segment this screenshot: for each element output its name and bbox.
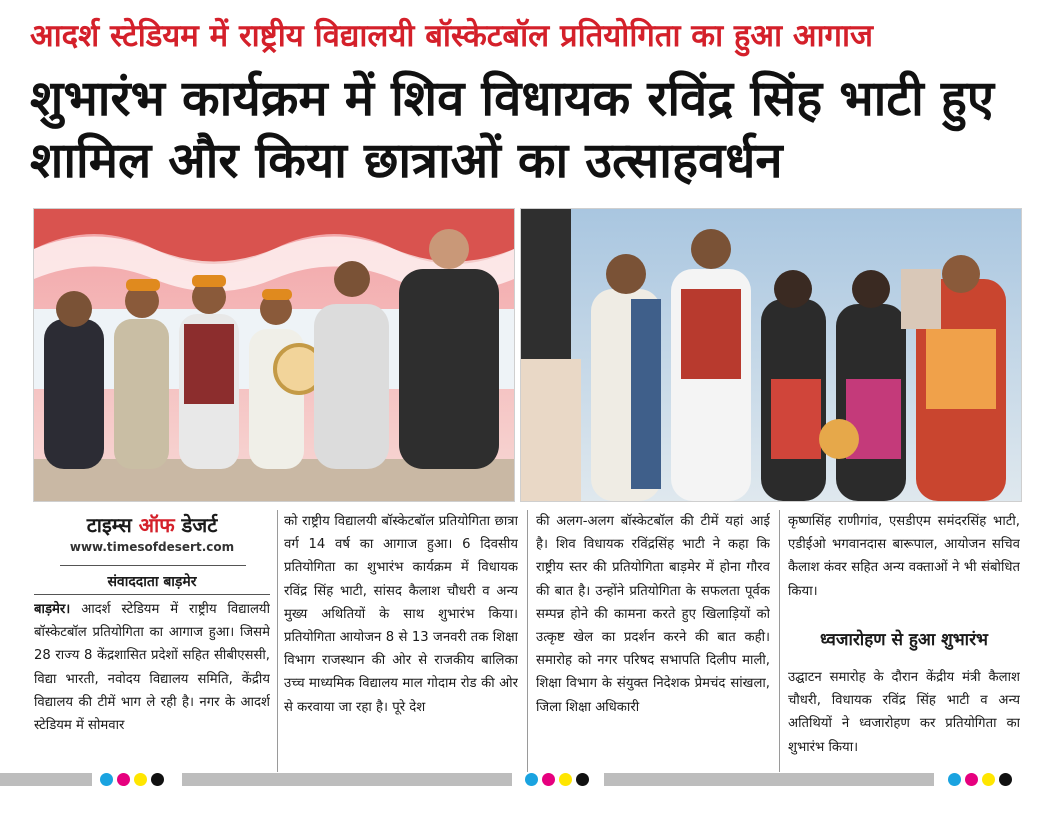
article-column-4-bottom: उद्घाटन समारोह के दौरान केंद्रीय मंत्री कैलाश चौधरी, विधायक रविंद्र सिंह भाटी व अन्य अतिथियों ने ध्वजारोहण कर प्रतियोगिता का शुभारंभ किया। xyxy=(788,670,1020,755)
registration-mark-yellow-3 xyxy=(982,773,995,786)
footer-bar-1 xyxy=(0,773,92,786)
registration-mark-cyan-2 xyxy=(525,773,538,786)
registration-mark-yellow-1 xyxy=(134,773,147,786)
photo-felicitation-illustration xyxy=(34,209,514,501)
article-column-4-top: कृष्णसिंह राणीगांव, एसडीएम समंदरसिंह भाटी, एडीईओ भगवानदास बारूपाल, आयोजन सचिव कैलाश कंवर सहित अन्य वक्ताओं ने भी संबोधित किया। xyxy=(788,514,1020,599)
registration-mark-black-1 xyxy=(151,773,164,786)
masthead xyxy=(34,512,270,556)
dateline: बाड़मेर। xyxy=(34,602,71,617)
article-column-1 xyxy=(34,598,270,773)
article-column-1-text: आदर्श स्टेडियम में राष्ट्रीय विद्यालयी बॉस्केटबॉल प्रतियोगिता का आगाज हुआ। जिसमे 28 राज्य 8 केंद्रशासित प्रदेशों सहित सीबीएससी, विद्या भारती, नवोदय विद्यालय समिति, केंद्रीय विद्यालय की टीमें भाग ले रही है। नगर के आदर्श स्टेडियम में सोमवार xyxy=(34,602,270,734)
masthead-rule-bottom xyxy=(34,594,270,595)
brand-name xyxy=(34,512,270,538)
photo-welcome-ceremony xyxy=(520,208,1022,502)
footer-bar-3 xyxy=(604,773,934,786)
registration-mark-yellow-2 xyxy=(559,773,572,786)
website-url: www.timesofdesert.com xyxy=(69,540,235,554)
registration-mark-black-2 xyxy=(576,773,589,786)
registration-mark-magenta-1 xyxy=(117,773,130,786)
registration-mark-black-3 xyxy=(999,773,1012,786)
registration-mark-cyan-3 xyxy=(948,773,961,786)
registration-mark-magenta-3 xyxy=(965,773,978,786)
footer-bar-2 xyxy=(182,773,512,786)
main-headline: शुभारंभ कार्यक्रम में शिव विधायक रविंद्र सिंह भाटी हुए शामिल और किया छात्राओं का उत्साहवर्धन xyxy=(30,70,994,189)
column-divider-2 xyxy=(527,510,528,772)
brand-part-1: टाइम्स xyxy=(86,513,139,537)
photo-welcome-illustration xyxy=(521,209,1021,501)
kicker-headline: आदर्श स्टेडियम में राष्ट्रीय विद्यालयी बॉस्केटबॉल प्रतियोगिता का हुआ आगाज xyxy=(30,18,874,54)
registration-mark-cyan-1 xyxy=(100,773,113,786)
brand-part-2: ऑफ xyxy=(138,513,175,537)
byline: संवाददाता बाड़मेर xyxy=(107,574,197,590)
photo-felicitation xyxy=(33,208,515,502)
column-divider-1 xyxy=(277,510,278,772)
article-column-2: को राष्ट्रीय विद्यालयी बॉस्केटबॉल प्रतियोगिता छात्रा वर्ग 14 वर्ष का आगाज हुआ। 6 दिवसीय प्रतियोगिता का शुभारंभ कार्यक्रम में विधायक रविंद्र सिंह भाटी, सांसद कैलाश चौधरी व अन्य मुख्य अथितियों के साथ शुभारंभ किया। प्रतियोगिता आयोजन 8 से 13 जनवरी तक शिक्षा विभाग राजस्थान की ओर से राजकीय बालिका उच्च माध्यमिक विद्यालय माल गोदाम रोड की ओर से करवाया जा रहा है। पूरे देश xyxy=(284,514,518,715)
article-subhead: ध्वजारोहण से हुआ शुभारंभ xyxy=(819,630,988,650)
masthead-rule-top xyxy=(60,565,246,566)
article-column-3: की अलग-अलग बॉस्केटबॉल की टीमें यहां आई है। शिव विधायक रविंद्रसिंह भाटी ने कहा कि राष्ट्रीय स्तर की प्रतियोगिता बाड़मेर में होना गौरव की बात है। उन्होंने प्रतियोगिता के सफलता पूर्वक सम्पन्न होने की कामना करते हुए खिलाड़ियों को उत्कृष्ट खेल का प्रदर्शन करने की बात कही। समारोह को नगर परिषद सभापति दिलीप माली, शिक्षा विभाग के संयुक्त निदेशक प्रेमचंद सांखला, जिला शिक्षा अधिकारी xyxy=(536,514,770,715)
registration-mark-magenta-2 xyxy=(542,773,555,786)
brand-part-3: डेजर्ट xyxy=(174,513,218,537)
column-divider-3 xyxy=(779,510,780,772)
